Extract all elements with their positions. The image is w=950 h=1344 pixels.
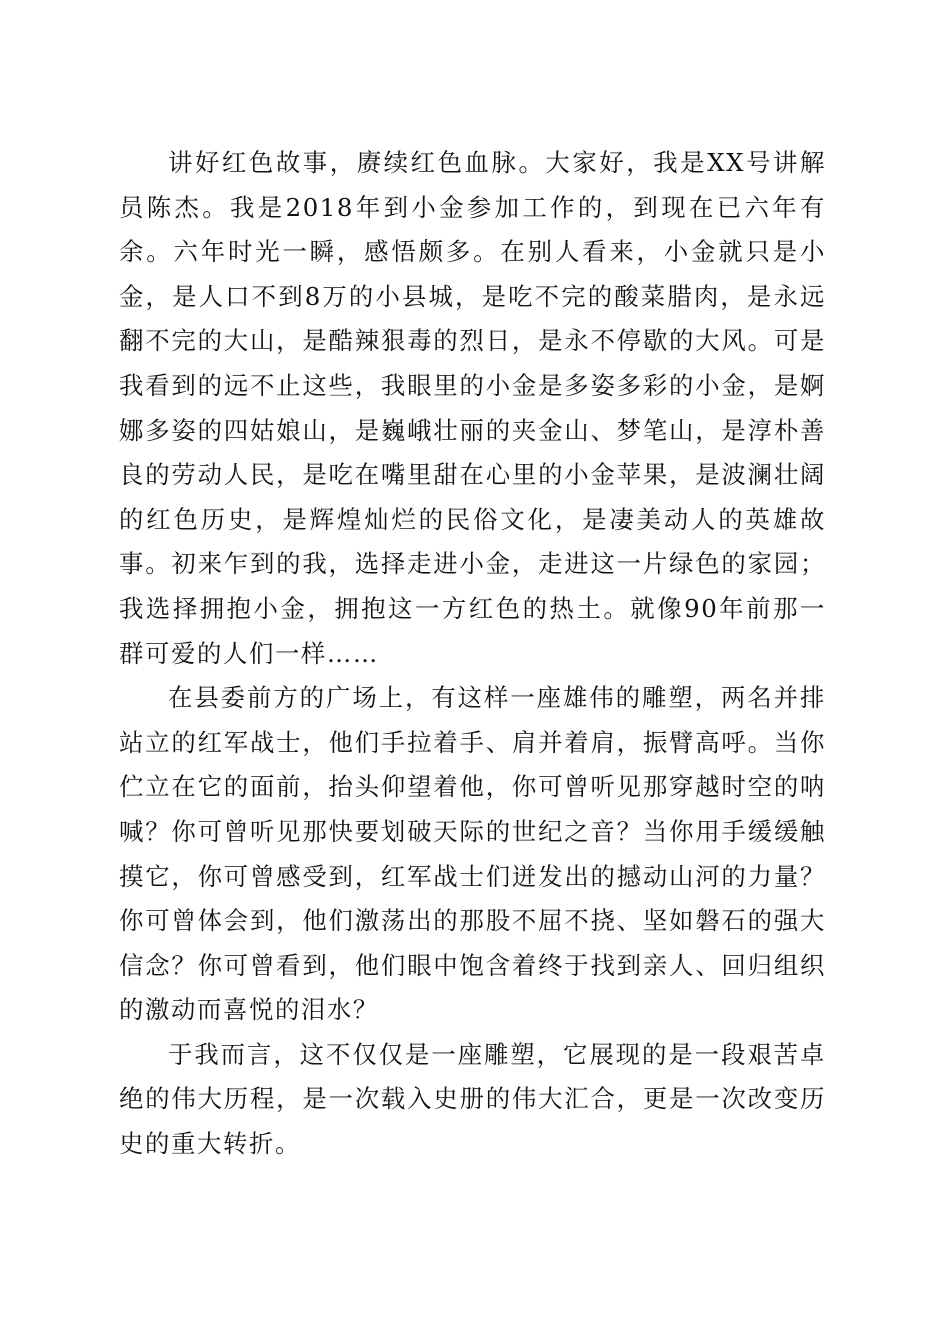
document-body [119,141,826,1167]
paragraph-1: 讲好红色故事，赓续红色血脉。大家好，我是XX号讲解员陈杰。我是2018年到小金参加工作的，到现在已六年有余。六年时光一瞬，感悟颇多。在别人看来，小金就只是小金，是人口不到8万的小县城，是吃不完的酸菜腊肉，是永远翻不完的大山，是酷辣狠毒的烈日，是永不停歇的大风。可是我看到的远不止这些，我眼里的小金是多姿多彩的小金，是婀娜多姿的四姑娘山，是巍峨壮丽的夹金山、梦笔山，是淳朴善良的劳动人民，是吃在嘴里甜在心里的小金苹果，是波澜壮阔的红色历史，是辉煌灿烂的民俗文化，是凄美动人的英雄故事。初来乍到的我，选择走进小金，走进这一片绿色的家园；我选择拥抱小金，拥抱这一方红色的热土。就像90年前那一群可爱的人们一样…… [119,148,826,668]
paragraph-2: 在县委前方的广场上，有这样一座雄伟的雕塑，两名并排站立的红军战士，他们手拉着手、肩并着肩，振臂高呼。当你伫立在它的面前，抬头仰望着他，你可曾听见那穿越时空的呐喊？你可曾听见那快要划破天际的世纪之音？当你用手缓缓触摸它，你可曾感受到，红军战士们迸发出的撼动山河的力量？你可曾体会到，他们激荡出的那股不屈不挠、坚如磐石的强大信念？你可曾看到，他们眼中饱含着终于找到亲人、回归组织的激动而喜悦的泪水？ [119,683,826,1025]
paragraph-3: 于我而言，这不仅仅是一座雕塑，它展现的是一段艰苦卓绝的伟大历程，是一次载入史册的伟大汇合，更是一次改变历史的重大转折。 [119,1039,826,1159]
